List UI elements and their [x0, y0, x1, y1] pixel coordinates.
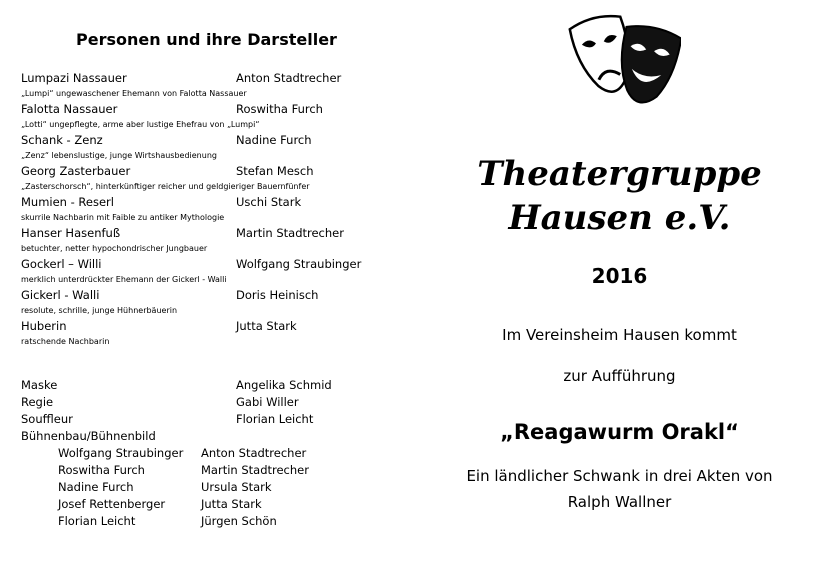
- actor-name: Martin Stadtrecher: [236, 226, 344, 240]
- team-member: Josef Rettenberger: [58, 497, 166, 511]
- team-member: Nadine Furch: [58, 480, 134, 494]
- play-title: „Reagawurm Orakl“: [500, 420, 739, 444]
- crew-member: Gabi Willer: [236, 395, 299, 409]
- role-name: Gickerl - Walli: [21, 288, 100, 302]
- role-name: Schank - Zenz: [21, 133, 103, 147]
- crew-entry: [21, 394, 401, 411]
- role-description: „Lumpi“ ungewaschener Ehemann von Falotta Nassauer: [21, 89, 247, 98]
- actor-name: Roswitha Furch: [236, 102, 323, 116]
- role-description: betuchter, netter hypochondrischer Jungbauer: [21, 244, 208, 253]
- role-description: merklich unterdrückter Ehemann der Gickerl - Walli: [21, 275, 227, 284]
- team-row: [58, 479, 401, 496]
- buehnenbau-team: [58, 445, 401, 530]
- cast-entry: [21, 70, 401, 101]
- team-member: Ursula Stark: [201, 480, 272, 494]
- team-member: Roswitha Furch: [58, 463, 145, 477]
- crew-member: Florian Leicht: [236, 412, 314, 426]
- role-name: Hanser Hasenfuß: [21, 226, 121, 240]
- crew-entry: [21, 377, 401, 394]
- cast-entry: [21, 101, 401, 132]
- role-description: skurrile Nachbarin mit Faible zu antiker Mythologie: [21, 213, 225, 222]
- crew-role: Souffleur: [21, 412, 73, 426]
- group-title: [413, 152, 826, 240]
- crew-entry: [21, 411, 401, 428]
- team-row: [58, 462, 401, 479]
- cast-entry: [21, 132, 401, 163]
- role-description: „Zenz“ lebenslustige, junge Wirtshausbedienung: [21, 151, 217, 160]
- role-name: Huberin: [21, 319, 67, 333]
- performance-line: zur Aufführung: [563, 367, 676, 385]
- theater-masks-icon: [563, 10, 681, 110]
- team-row: [58, 445, 401, 462]
- team-row: [58, 496, 401, 513]
- role-name: Lumpazi Nassauer: [21, 71, 127, 85]
- actor-name: Nadine Furch: [236, 133, 312, 147]
- role-description: resolute, schrille, junge Hühnerbäuerin: [21, 306, 178, 315]
- team-member: Anton Stadtrecher: [201, 446, 307, 460]
- actor-name: Uschi Stark: [236, 195, 302, 209]
- actor-name: Anton Stadtrecher: [236, 71, 342, 85]
- team-member: Jutta Stark: [201, 497, 262, 511]
- cast-entry: [21, 163, 401, 194]
- team-member: Wolfgang Straubinger: [58, 446, 184, 460]
- role-name: Georg Zasterbauer: [21, 164, 131, 178]
- author-name: Ralph Wallner: [567, 493, 672, 511]
- actor-name: Doris Heinisch: [236, 288, 319, 302]
- role-description: „Zasterschorsch“, hinterkünftiger reicher und geldgieriger Bauernfünfer: [21, 182, 310, 191]
- role-name: Falotta Nassauer: [21, 102, 118, 116]
- team-member: Jürgen Schön: [201, 514, 277, 528]
- role-name: Gockerl – Willi: [21, 257, 102, 271]
- group-title-line: Hausen e.V.: [508, 198, 731, 238]
- team-row: [58, 513, 401, 530]
- crew-list: [21, 377, 401, 530]
- role-name: Mumien - Reserl: [21, 195, 114, 209]
- role-description: ratschende Nachbarin: [21, 337, 110, 346]
- cast-list: [21, 70, 401, 349]
- crew-member: Angelika Schmid: [236, 378, 332, 392]
- cast-heading: Personen und ihre Darsteller: [76, 30, 337, 49]
- group-title-line: Theatergruppe: [477, 154, 762, 194]
- year: 2016: [591, 264, 648, 288]
- team-member: Martin Stadtrecher: [201, 463, 309, 477]
- actor-name: Stefan Mesch: [236, 164, 314, 178]
- actor-name: Jutta Stark: [236, 319, 297, 333]
- cast-entry: [21, 225, 401, 256]
- actor-name: Wolfgang Straubinger: [236, 257, 362, 271]
- title-page: [413, 0, 826, 565]
- cast-entry: [21, 256, 401, 287]
- role-description: „Lotti“ ungepflegte, arme aber lustige Ehefrau von „Lumpi“: [21, 120, 260, 129]
- buehnenbau-label: Bühnenbau/Bühnenbild: [21, 429, 156, 443]
- play-subtitle: Ein ländlicher Schwank in drei Akten von: [466, 467, 773, 485]
- crew-role: Regie: [21, 395, 54, 409]
- crew-role: Maske: [21, 378, 58, 392]
- venue-line: Im Vereinsheim Hausen kommt: [502, 326, 737, 344]
- cast-entry: [21, 287, 401, 318]
- cast-entry: [21, 194, 401, 225]
- team-member: Florian Leicht: [58, 514, 136, 528]
- cast-entry: [21, 318, 401, 349]
